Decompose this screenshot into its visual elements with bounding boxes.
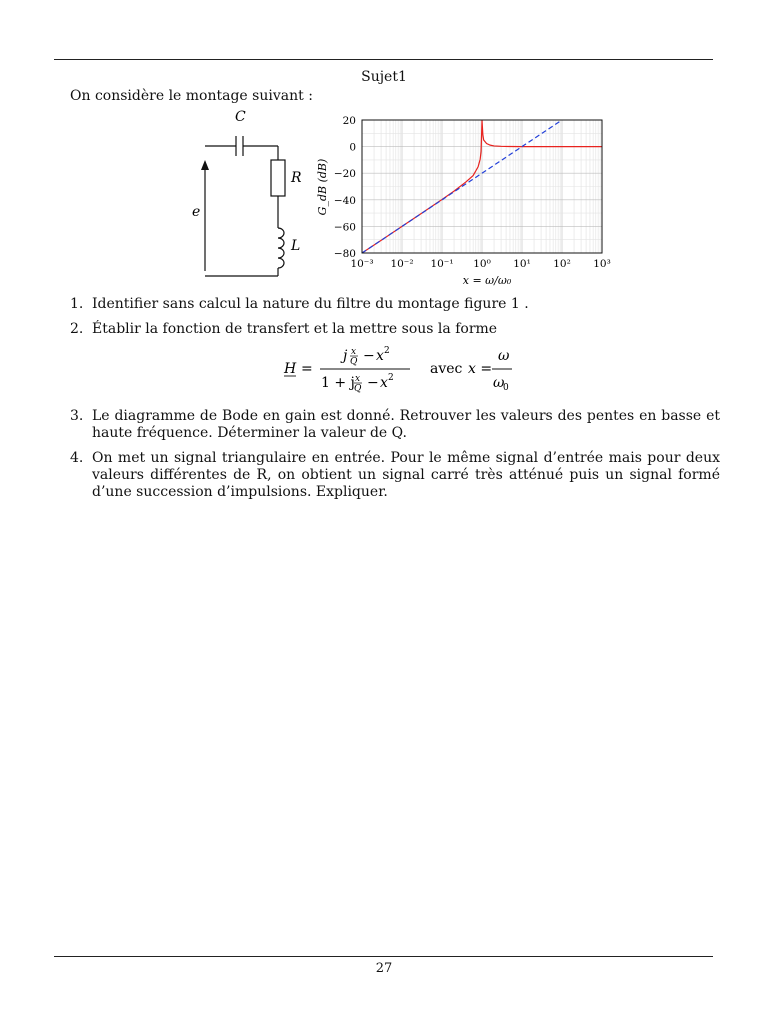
question-list — [70, 296, 720, 509]
header-rule — [54, 59, 713, 60]
formula-avec-x: x = — [468, 361, 493, 377]
x-tick-label: 10⁻² — [390, 258, 414, 270]
formula-den-one: 1 + j — [321, 375, 355, 391]
question-number: 3. — [70, 408, 84, 424]
formula-omega0-sub: 0 — [503, 383, 509, 393]
formula-omega0: ω — [493, 375, 505, 391]
x-axis-label: x = ω/ω₀ — [462, 274, 512, 287]
formula-num-exp: 2 — [384, 346, 390, 356]
input-arrow-head — [201, 160, 209, 170]
question-text: Le diagramme de Bode en gain est donné. Retrouver les valeurs des pentes en basse et haute fréquence. Déterminer la valeur de Q. — [92, 408, 720, 441]
question-number: 4. — [70, 450, 84, 466]
page-number: 27 — [375, 961, 393, 976]
inductor — [278, 228, 284, 268]
y-tick-label: 0 — [349, 141, 356, 154]
question-3 — [70, 408, 720, 442]
formula-num-j: j — [343, 348, 348, 364]
y-tick-label: 20 — [342, 115, 356, 127]
formula-num-frac-x: x — [351, 347, 357, 357]
question-text: Identifier sans calcul la nature du filtre du montage figure 1 . — [92, 296, 529, 312]
question-text: Établir la fonction de transfert et la mettre sous la forme — [92, 321, 498, 337]
transfer-function-formula — [70, 342, 720, 396]
x-tick-label: 10⁻³ — [350, 258, 374, 270]
question-2 — [70, 321, 720, 338]
resistor — [271, 160, 285, 196]
formula-num-x: x — [376, 348, 384, 364]
formula-den-exp: 2 — [388, 373, 394, 383]
formula-svg — [70, 342, 720, 396]
capacitor-label: C — [235, 109, 246, 125]
formula-omega: ω — [498, 348, 510, 364]
question-4 — [70, 450, 720, 501]
question-number: 1. — [70, 296, 84, 312]
x-tick-label: 10³ — [593, 258, 611, 270]
chart-ticks — [334, 115, 611, 270]
bode-chart — [312, 108, 614, 290]
x-tick-label: 10¹ — [513, 258, 531, 270]
footer-rule — [54, 956, 713, 957]
y-tick-label: −40 — [333, 194, 356, 207]
formula-num-minus: − — [363, 348, 375, 364]
circuit-diagram — [180, 106, 310, 286]
question-number: 2. — [70, 321, 84, 337]
x-tick-label: 10² — [553, 258, 571, 270]
formula-den-frac-q: Q — [354, 384, 362, 394]
formula-lhs: H — [284, 361, 297, 377]
resistor-label: R — [291, 170, 302, 186]
inductor-label: L — [291, 238, 301, 254]
x-tick-label: 10⁰ — [473, 258, 491, 270]
formula-den-minus: − — [367, 375, 379, 391]
formula-num-frac-q: Q — [350, 357, 358, 367]
y-tick-label: −60 — [333, 221, 356, 234]
y-axis-label: G_dB (dB) — [316, 158, 329, 216]
formula-avec: avec — [430, 361, 463, 377]
y-tick-label: −80 — [333, 248, 356, 260]
y-tick-label: −20 — [333, 168, 356, 181]
question-text: On met un signal triangulaire en entrée. Pour le même signal d’entrée mais pour deux valeurs différentes de R, on obtient un signal carré très atténué puis un signal formé d’une succession d’impulsions. Expliquer. — [92, 450, 720, 500]
formula-den-frac-x: x — [355, 374, 361, 384]
x-tick-label: 10⁻¹ — [430, 258, 454, 270]
question-1 — [70, 296, 720, 313]
input-label: e — [192, 204, 201, 220]
formula-den-x: x — [380, 375, 388, 391]
formula-equals: = — [301, 361, 313, 377]
page-header: Sujet1 — [361, 69, 407, 85]
intro-text: On considère le montage suivant : — [70, 88, 313, 104]
